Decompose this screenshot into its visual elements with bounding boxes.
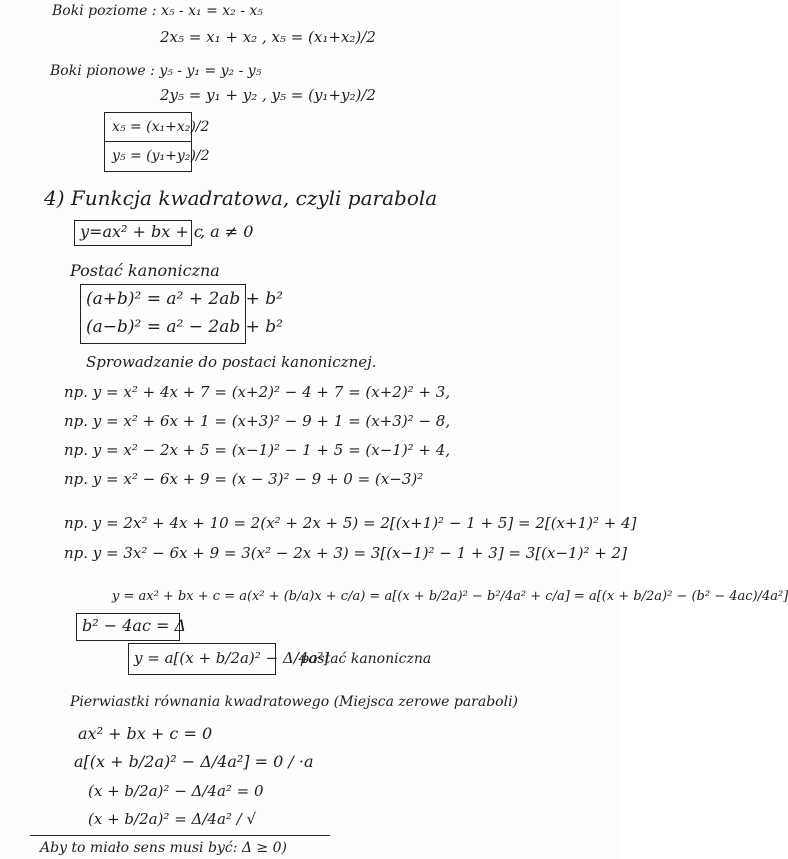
quadratic-formula: y=ax² + bx + c [80, 222, 203, 241]
canonical-form-label: postać kanoniczna [300, 651, 432, 667]
box-y5-formula: y₅ = (y₁+y₂)/2 [112, 148, 210, 164]
example-line: np. y = x² + 4x + 7 = (x+2)² − 4 + 7 = (x+2)² + 3, [64, 383, 451, 401]
footer-note: Aby to miało sens musi być: Δ ≥ 0) [40, 840, 287, 856]
postac-kanoniczna-title: Postać kanoniczna [70, 261, 220, 280]
example-line: np. y = x² + 6x + 1 = (x+3)² − 9 + 1 = (x+3)² − 8, [64, 412, 451, 430]
roots-equation-1: ax² + bx + c = 0 [78, 724, 213, 743]
example-line: np. y = 3x² − 6x + 9 = 3(x² − 2x + 3) = 3[(x−1)² − 1 + 3] = 3[(x−1)² + 2] [64, 544, 627, 562]
example-line: np. y = x² − 2x + 5 = (x−1)² − 1 + 5 = (x−1)² + 4, [64, 441, 451, 459]
identity-sum-square: (a+b)² = a² + 2ab + b² [86, 289, 283, 309]
canonical-form: y = a[(x + b/2a)² − Δ/4a²] [134, 649, 330, 667]
boki-poziome-line: Boki poziome : x₅ - x₁ = x₂ - x₅ [52, 3, 263, 19]
example-line: np. y = 2x² + 4x + 10 = 2(x² + 2x + 5) = 2[(x+1)² − 1 + 5] = 2[(x+1)² + 4] [64, 514, 637, 532]
roots-equation-2: a[(x + b/2a)² − Δ/4a²] = 0 / ·a [74, 752, 314, 771]
boki-pionowe-line: Boki pionowe : y₅ - y₁ = y₂ - y₅ [50, 63, 262, 79]
identity-difference-square: (a−b)² = a² − 2ab + b² [86, 317, 283, 337]
general-derivation: y = ax² + bx + c = a(x² + (b/a)x + c/a) = a[(x + b/2a)² − b²/4a² + c/a] = a[(x + b/2a)² − (b² − 4ac)/4a²] [112, 589, 788, 604]
section-heading: 4) Funkcja kwadratowa, czyli parabola [44, 186, 438, 210]
example-line: np. y = x² − 6x + 9 = (x − 3)² − 9 + 0 = (x−3)² [64, 470, 424, 488]
box-x5-formula: x₅ = (x₁+x₂)/2 [112, 119, 210, 135]
roots-equation-3: (x + b/2a)² − Δ/4a² = 0 [88, 782, 264, 800]
equation-2x5: 2x₅ = x₁ + x₂ , x₅ = (x₁+x₂)/2 [160, 28, 376, 46]
roots-equation-4: (x + b/2a)² = Δ/4a² / √ [88, 810, 257, 828]
footer-rule [30, 835, 330, 836]
a-nonzero-condition: , a ≠ 0 [200, 222, 254, 241]
roots-title: Pierwiastki równania kwadratowego (Miejsca zerowe paraboli) [70, 694, 519, 710]
midpoint-box-divider [104, 141, 191, 142]
equation-2y5: 2y₅ = y₁ + y₂ , y₅ = (y₁+y₂)/2 [160, 86, 376, 104]
delta-definition: b² − 4ac = Δ [82, 616, 187, 635]
sprowadzanie-title: Sprowadzanie do postaci kanonicznej. [86, 353, 377, 371]
